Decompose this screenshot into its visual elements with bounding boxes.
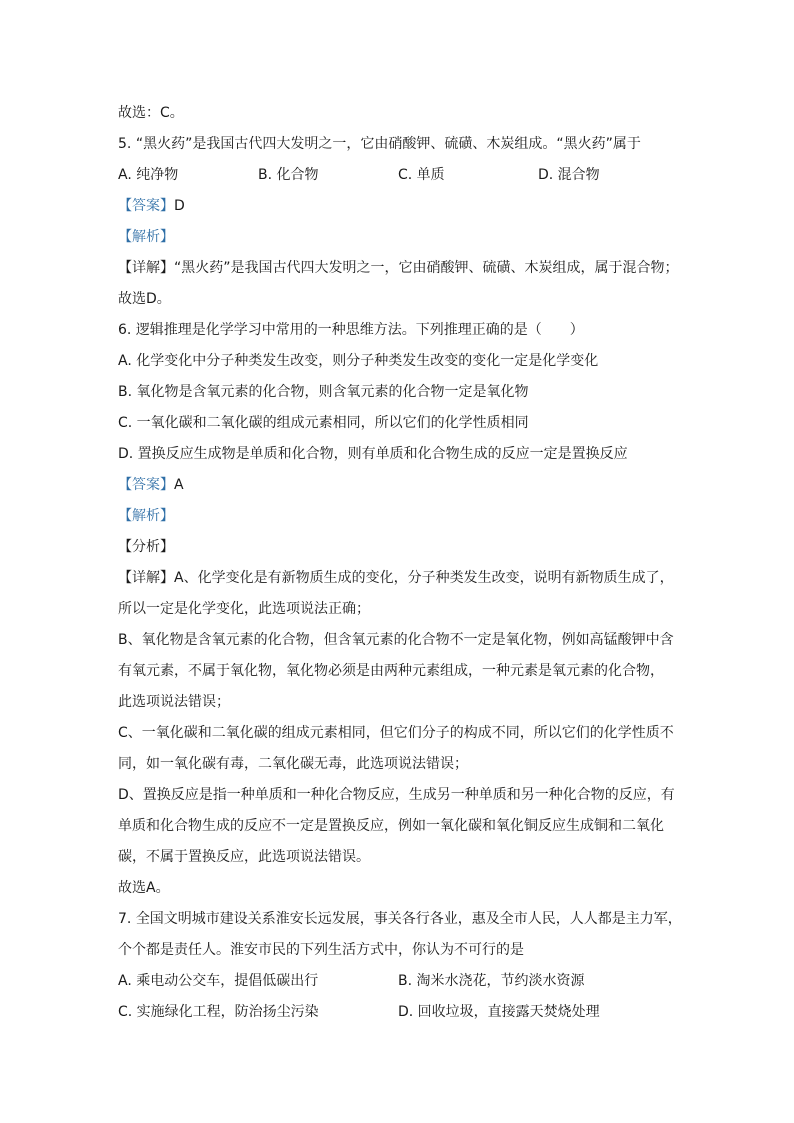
q5-option-c: C. 单质 [398,167,445,183]
q6-number: 6. [118,322,132,338]
q7-option-a: A. 乘电动公交车，提倡低碳出行 [118,973,319,989]
q6-option-c: C. 一氧化碳和二氧化碳的组成元素相同，所以它们的化学性质相同 [118,415,529,431]
q6-detail-line: 碳，不属于置换反应，此选项说法错误。 [118,849,370,865]
q6-answer-tag: 【答案】 [118,477,174,493]
q5-conclusion: 故选D。 [118,291,171,307]
q6-detail-line: D、置换反应是指一种单质和一种化合物反应，生成另一种单质和另一种化合物的反应，有 [118,787,675,803]
q5-stem-text: “黑火药”是我国古代四大发明之一，它由硝酸钾、硫磺、木炭组成。“黑火药”属于 [135,136,641,152]
q5-detail [118,253,678,284]
q6-stem [118,315,678,346]
q5-answer [118,191,678,222]
q6-conclusion: 故选A。 [118,880,170,896]
q5-answer-value: D [174,198,185,214]
q6-detail-line [118,563,678,594]
q7-stem [118,904,682,935]
q6-answer-value: A [174,477,184,493]
q6-detail-tag: 【详解】 [118,570,174,586]
q6-detail-line: B、氧化物是含氧元素的化合物，但含氧元素的化合物不一定是氧化物，例如高锰酸钾中含 [118,632,674,648]
document-page [118,98,682,1028]
q7-options-row [118,966,678,997]
q5-detail-tag: 【详解】 [118,260,174,276]
q6-detail-line: C、一氧化碳和二氧化碳的组成元素相同，但它们分子的构成不同，所以它们的化学性质不 [118,725,674,741]
q5-stem [118,129,678,160]
q6-detail-line: 此选项说法错误； [118,694,230,710]
q6-detail-line: 单质和化合物生成的反应不一定是置换反应，例如一氧化碳和氧化铜反应生成铜和二氧化 [118,818,664,834]
q5-option-b: B. 化合物 [258,167,319,183]
q7-option-d: D. 回收垃圾，直接露天焚烧处理 [398,1004,600,1020]
q5-option-d: D. 混合物 [538,167,600,183]
q7-stem-line: 个个都是责任人。淮安市民的下列生活方式中，你认为不可行的是 [118,942,524,958]
q7-option-b: B. 淘米水浇花，节约淡水资源 [398,973,585,989]
q6-detail-line: 有氧元素，不属于氧化物，氧化物必须是由两种元素组成，一种元素是氧元素的化合物， [118,663,664,679]
q5-analysis-tag: 【解析】 [118,229,174,245]
q5-number: 5. [118,136,132,152]
q4-conclusion: 故选：C。 [118,105,184,121]
q7-stem-text: 全国文明城市建设关系淮安长远发展，事关各行各业，惠及全市人民，人人都是主力军， [135,911,682,927]
q6-analysis-tag: 【解析】 [118,508,174,524]
q6-option-a: A. 化学变化中分子种类发生改变，则分子种类发生改变的变化一定是化学变化 [118,353,599,369]
q6-answer [118,470,678,501]
q7-number: 7. [118,911,132,927]
q7-options-row [118,997,678,1028]
q6-detail-text: A、化学变化是有新物质生成的变化，分子种类发生改变，说明有新物质生成了， [174,570,674,586]
q6-detail-line: 同，如一氧化碳有毒，二氧化碳无毒，此选项说法错误； [118,756,468,772]
q5-option-a: A. 纯净物 [118,167,179,183]
q5-detail-text: “黑火药”是我国古代四大发明之一，它由硝酸钾、硫磺、木炭组成，属于混合物； [174,260,679,276]
q6-fenxi-tag: 【分析】 [118,539,174,555]
q5-options [118,160,678,191]
q6-option-b: B. 氧化物是含氧元素的化合物，则含氧元素的化合物一定是氧化物 [118,384,529,400]
q6-option-d: D. 置换反应生成物是单质和化合物，则有单质和化合物生成的反应一定是置换反应 [118,446,628,462]
q6-detail-line: 所以一定是化学变化，此选项说法正确； [118,601,370,617]
q5-answer-tag: 【答案】 [118,198,174,214]
q7-option-c: C. 实施绿化工程，防治扬尘污染 [118,1004,319,1020]
q6-stem-text: 逻辑推理是化学学习中常用的一种思维方法。下列推理正确的是（ ） [135,322,584,338]
